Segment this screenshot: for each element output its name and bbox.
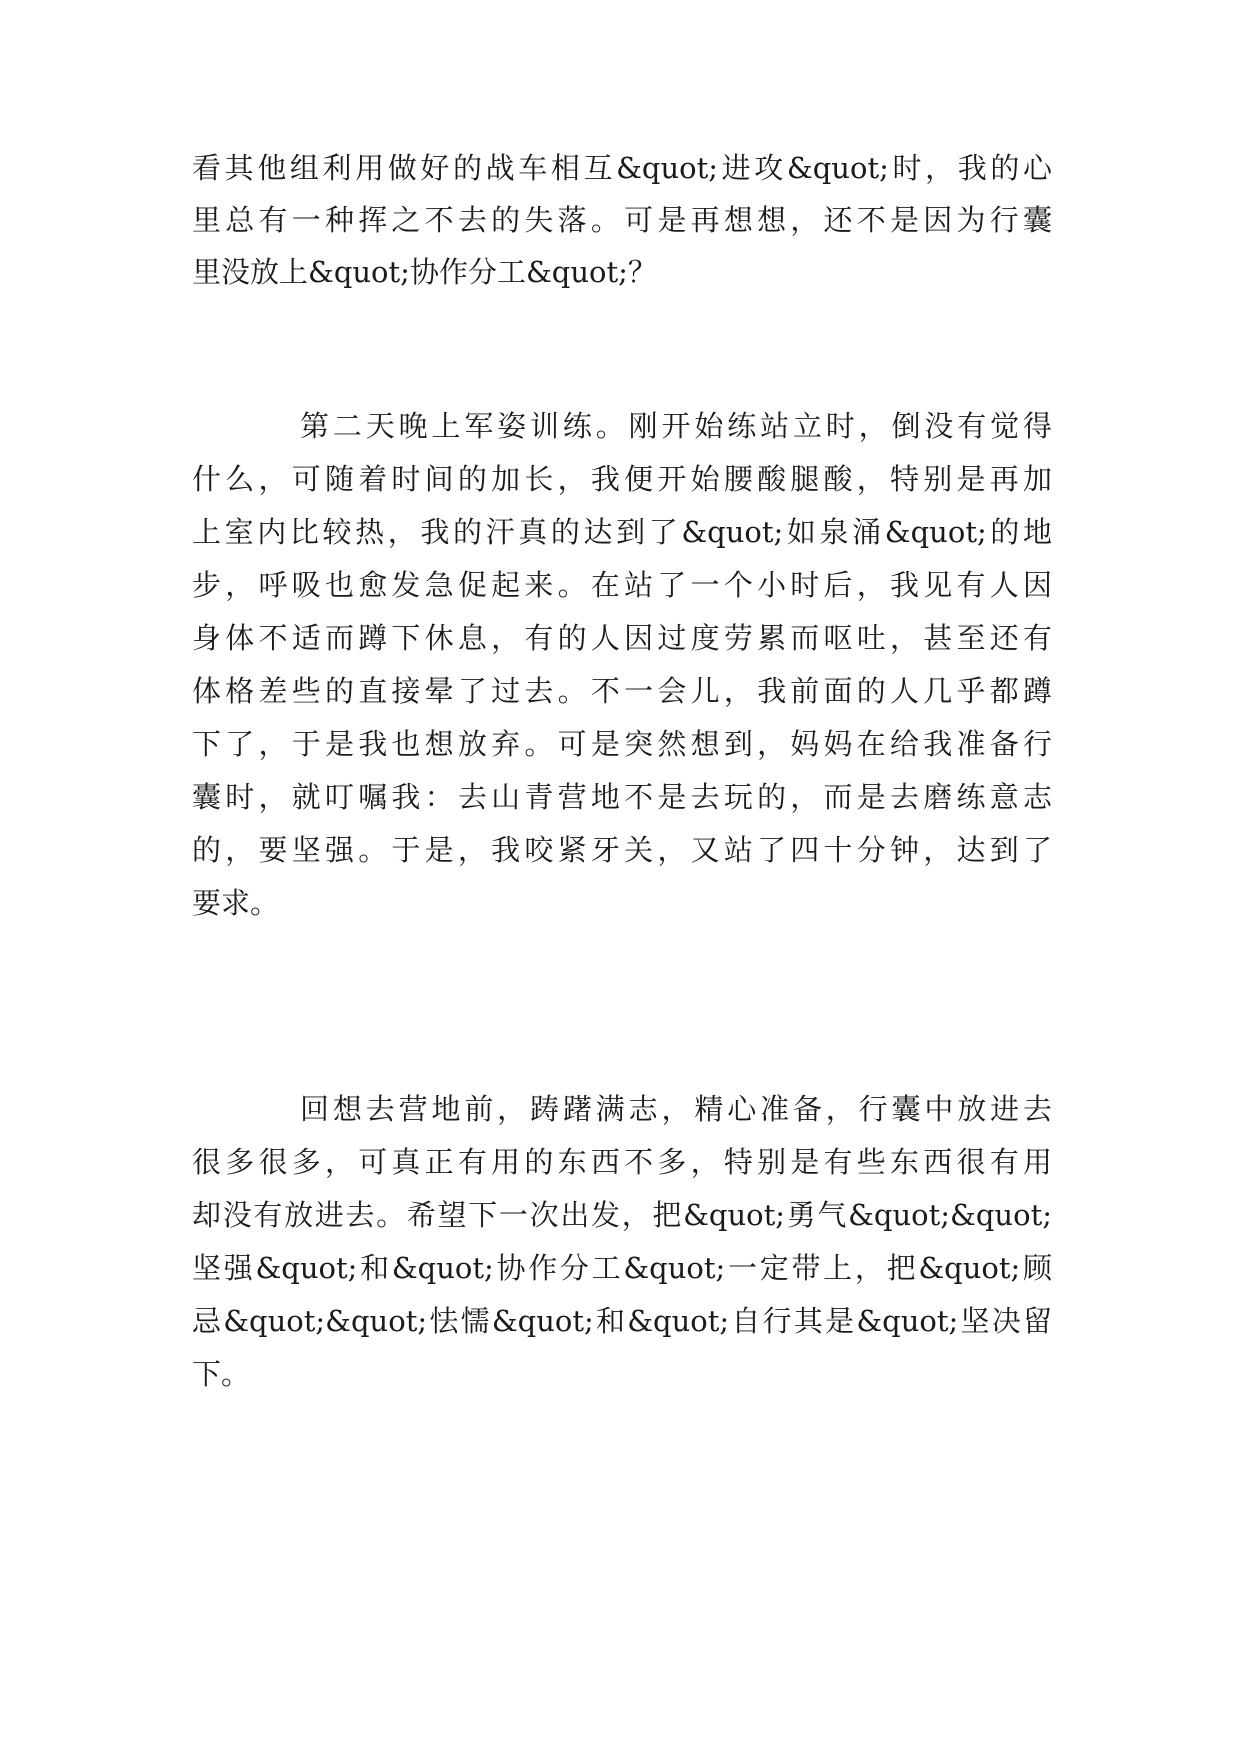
text-line: 的，要坚强。于是，我咬紧牙关，又站了四十分钟，达到了 xyxy=(192,833,1052,867)
text-line: 回想去营地前，踌躇满志，精心准备，行囊中放进去 xyxy=(300,1092,1052,1126)
text-line: 身体不适而蹲下休息，有的人因过度劳累而呕吐，甚至还有 xyxy=(192,621,1052,655)
text-line: 要求。 xyxy=(192,886,280,920)
text-line: 里没放上&quot;协作分工&quot;？ xyxy=(192,255,657,289)
text-line: 下了，于是我也想放弃。可是突然想到，妈妈在给我准备行 xyxy=(192,727,1052,761)
text-line: 上室内比较热，我的汗真的达到了&quot;如泉涌&quot;的地 xyxy=(192,515,1052,549)
text-line: 体格差些的直接晕了过去。不一会儿，我前面的人几乎都蹲 xyxy=(192,674,1052,708)
text-line: 坚强&quot;和&quot;协作分工&quot;一定带上，把&quot;顾 xyxy=(192,1251,1052,1285)
text-line: 里总有一种挥之不去的失落。可是再想想，还不是因为行囊 xyxy=(192,203,1052,237)
text-line: 很多很多，可真正有用的东西不多，特别是有些东西很有用 xyxy=(192,1145,1052,1179)
text-line: 忌&quot;&quot;怯懦&quot;和&quot;自行其是&quot;坚决留 xyxy=(192,1304,1052,1338)
text-line: 第二天晚上军姿训练。刚开始练站立时，倒没有觉得 xyxy=(300,409,1052,443)
text-line: 步，呼吸也愈发急促起来。在站了一个小时后，我见有人因 xyxy=(192,568,1052,602)
text-line: 却没有放进去。希望下一次出发，把&quot;勇气&quot;&quot; xyxy=(192,1198,1052,1232)
text-line: 什么，可随着时间的加长，我便开始腰酸腿酸，特别是再加 xyxy=(192,462,1052,496)
text-line: 看其他组利用做好的战车相互&quot;进攻&quot;时，我的心 xyxy=(192,151,1052,185)
text-line: 囊时，就叮嘱我：去山青营地不是去玩的，而是去磨练意志 xyxy=(192,780,1052,814)
text-line: 下。 xyxy=(192,1357,251,1391)
